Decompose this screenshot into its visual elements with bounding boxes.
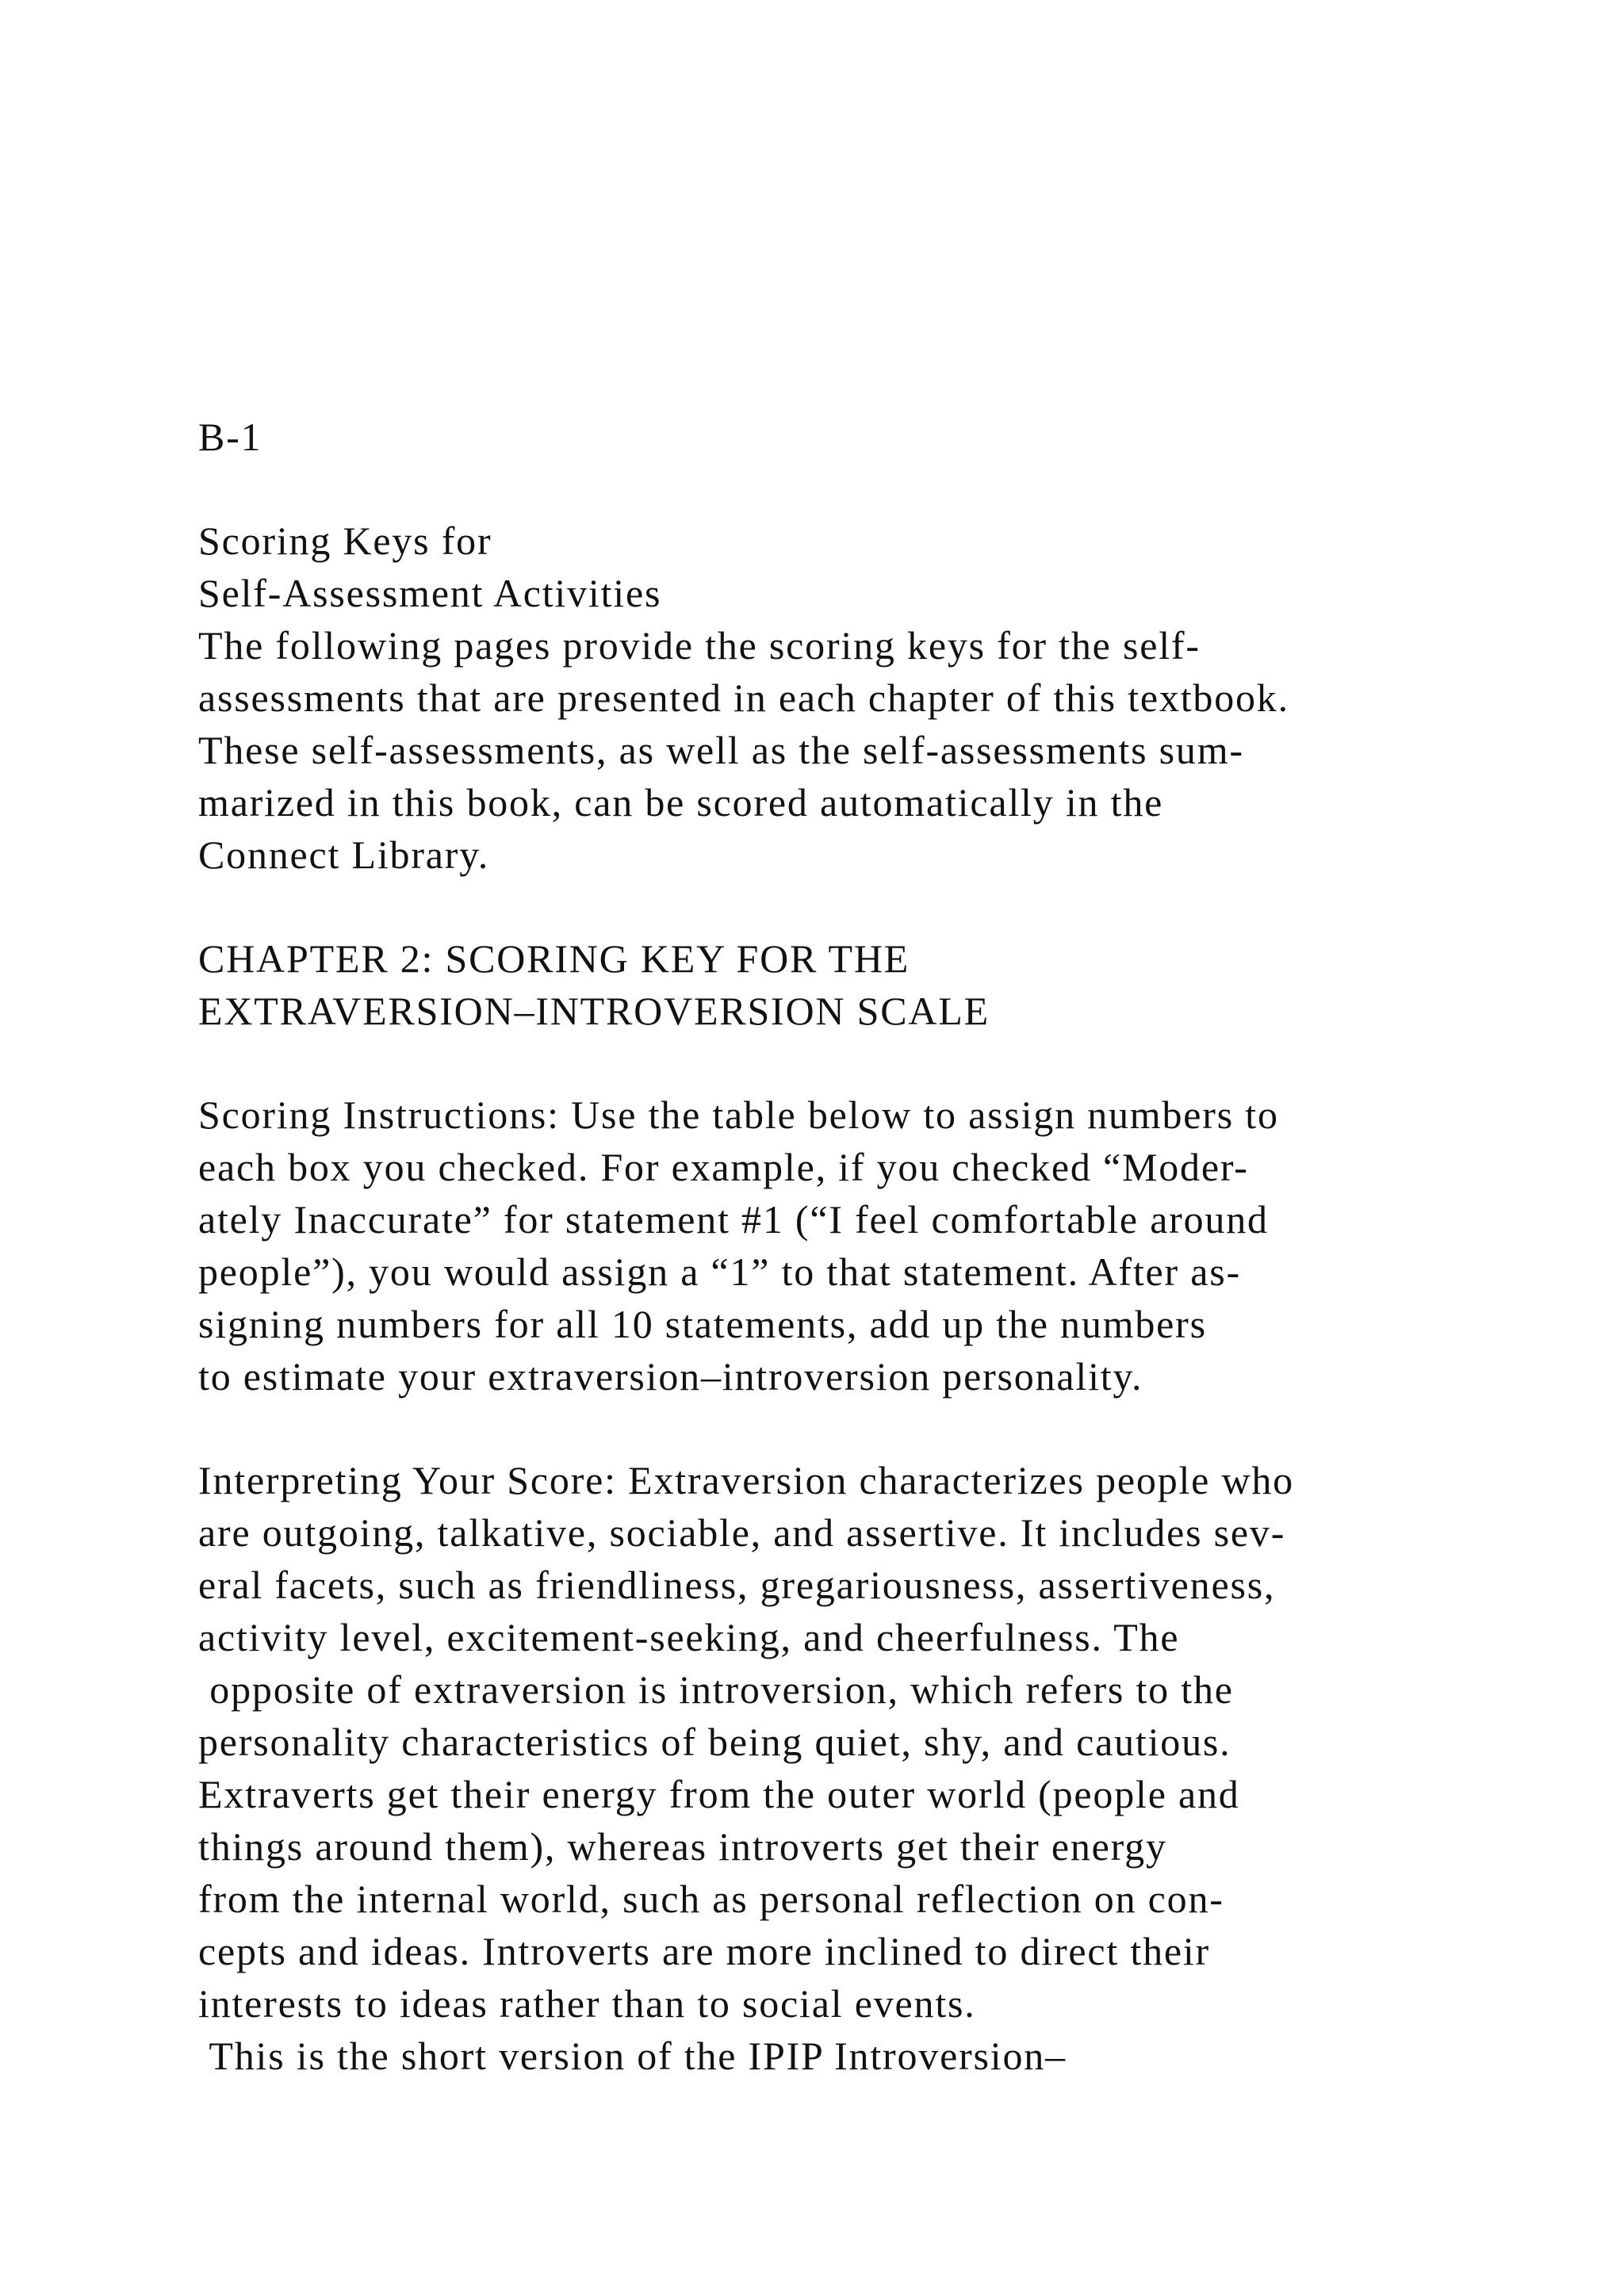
- intro-line: marized in this book, can be scored automatically in the: [198, 780, 1164, 825]
- interpreting-line: from the internal world, such as personal reflection on con-: [198, 1877, 1224, 1921]
- chapter-heading-line: CHAPTER 2: SCORING KEY FOR THE: [198, 936, 910, 981]
- scoring-instructions-line: to estimate your extraversion–introversion personality.: [198, 1354, 1143, 1399]
- interpreting-line: Interpreting Your Score: Extraversion characterizes people who: [198, 1458, 1294, 1502]
- interpreting-line: things around them), whereas introverts get their energy: [198, 1824, 1167, 1869]
- interpreting-line: eral facets, such as friendliness, gregariousness, assertiveness,: [198, 1563, 1276, 1607]
- scoring-instructions-line: people”), you would assign a “1” to that statement. After as-: [198, 1249, 1241, 1294]
- interpreting-line: Extraverts get their energy from the outer world (people and: [198, 1772, 1240, 1816]
- interpreting-line: activity level, excitement-seeking, and cheerfulness. The: [198, 1615, 1180, 1659]
- blank-line: [198, 463, 1594, 515]
- blank-line: [198, 1402, 1594, 1454]
- document-body: [198, 411, 1594, 2082]
- intro-line: The following pages provide the scoring keys for the self-: [198, 623, 1201, 668]
- interpreting-line: personality characteristics of being quiet, shy, and cautious.: [198, 1720, 1231, 1764]
- intro-line: These self-assessments, as well as the self-assessments sum-: [198, 728, 1244, 772]
- blank-line: [198, 1037, 1594, 1089]
- scoring-instructions-line: signing numbers for all 10 statements, add up the numbers: [198, 1302, 1207, 1346]
- interpreting-line: This is the short version of the IPIP Introversion–: [198, 2034, 1067, 2078]
- interpreting-line: are outgoing, talkative, sociable, and assertive. It includes sev-: [198, 1510, 1286, 1555]
- scoring-instructions-line: ately Inaccurate” for statement #1 (“I feel comfortable around: [198, 1197, 1269, 1242]
- scoring-instructions-line: Scoring Instructions: Use the table below to assign numbers to: [198, 1093, 1279, 1137]
- intro-line: assessments that are presented in each chapter of this textbook.: [198, 675, 1289, 720]
- interpreting-line: interests to ideas rather than to social events.: [198, 1981, 976, 2026]
- section-title-line-2: Self-Assessment Activities: [198, 571, 662, 615]
- scoring-instructions-line: each box you checked. For example, if you checked “Moder-: [198, 1145, 1249, 1189]
- intro-line: Connect Library.: [198, 832, 490, 877]
- interpreting-line: opposite of extraversion is introversion, which refers to the: [198, 1667, 1234, 1712]
- section-title-line-1: Scoring Keys for: [198, 519, 492, 563]
- chapter-heading-line: EXTRAVERSION–INTROVERSION SCALE: [198, 989, 990, 1033]
- page-label: B-1: [198, 415, 262, 459]
- blank-line: [198, 881, 1594, 932]
- interpreting-line: cepts and ideas. Introverts are more inclined to direct their: [198, 1929, 1211, 1973]
